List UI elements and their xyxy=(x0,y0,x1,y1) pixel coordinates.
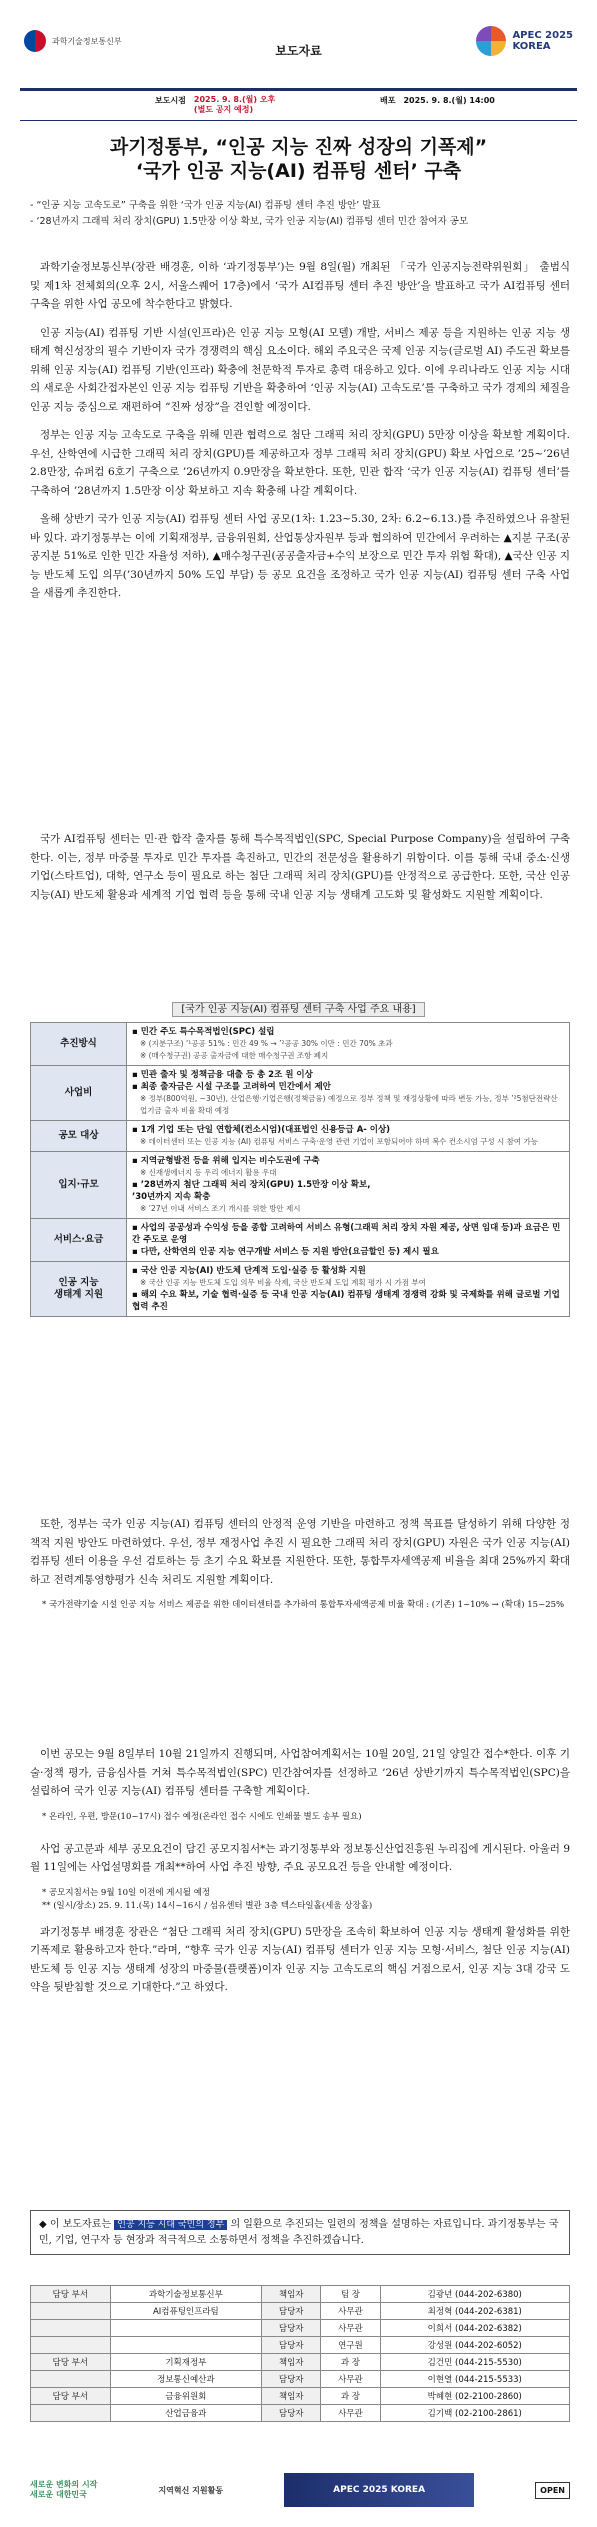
summary-line: ▪ 다만, 산학연의 인공 지능 연구개발 서비스 등 지원 방안(요금할인 등) 제시 필요 xyxy=(132,1247,439,1257)
contact-cell: 팀 장 xyxy=(321,2286,380,2303)
contact-table xyxy=(30,2285,570,2422)
apec-line1: APEC 2025 xyxy=(512,30,573,41)
contact-row xyxy=(31,2303,570,2320)
summary-line: ※ 신재생에너지 등 우리 에너지 활용 우대 xyxy=(140,1168,277,1177)
contact-cell: 사무관 xyxy=(321,2320,380,2337)
footnote: ** (일시/장소) 25. 9. 11.(목) 14시~16시 / 섬유센터 별관 3층 텍스타일홀(세움 상장홀) xyxy=(42,1900,373,1911)
embargo-info xyxy=(155,95,275,115)
summary-value xyxy=(127,1219,570,1262)
paragraph: 인공 지능(AI) 컴퓨팅 기반 시설(인프라)은 인공 지능 모형(AI 모델) 개발, 서비스 제공 등을 지원하는 인공 지능 생태계 혁신성장의 필수 기반이자 국가 경쟁력의 핵심 요소이다. 해외 주요국은 국제 인공 지능(글로벌 AI) 주도권 확보를 위해 인공 지능(AI) 컴퓨팅 기반(인프라) 확충에 천문학적 투자로 총력 대응하고 있다. 이에 우리나라도 인공 지능 시대의 새로운 사회간접자본인 인공 지능 컴퓨팅 기반을 확충하여 ‘인공 지능(AI) 고속도로’를 구축하고 국가 경제의 체질을 인공 지능 중심으로 재편하여 “진짜 성장”을 견인할 예정이다. xyxy=(30,326,570,413)
apec-banner: APEC 2025 KOREA xyxy=(284,2473,474,2507)
contact-cell: 산업금융과 xyxy=(110,2405,261,2422)
summary-line: ▪ 국산 인공 지능(AI) 반도체 단계적 도입·실증 등 활성화 지원 xyxy=(132,1266,366,1276)
summary-row xyxy=(31,1066,570,1121)
summary-line: ※ (매수청구권) 공공 출자금에 대한 매수청구권 조항 폐지 xyxy=(140,1051,329,1060)
contact-row xyxy=(31,2388,570,2405)
contact-cell: 박혜현 (02-2100-2860) xyxy=(380,2388,569,2405)
contact-cell xyxy=(110,2337,261,2354)
summary-row xyxy=(31,1152,570,1219)
footer-slogan xyxy=(30,2480,97,2500)
footer xyxy=(30,2470,570,2510)
slogan-line1: 새로운 변화의 시작 xyxy=(30,2480,98,2489)
contact-cell: 김건민 (044-215-5530) xyxy=(380,2354,569,2371)
summary-key: 입지·규모 xyxy=(31,1152,127,1219)
body-section-3 xyxy=(30,1515,570,1612)
notice-post: 의 일환으로 추진되는 일련의 정책을 설명하는 자료입니다. 과기정통부는 국민, 기업, 연구자 등 현장과 적극적으로 소통하면서 정책을 추진하겠습니다. xyxy=(39,2219,559,2246)
subtitle-item: - “인공 지능 고속도로” 구축을 위한 ‘국가 인공 지능(AI) 컴퓨팅 센터 추진 방안’ 발표 xyxy=(30,200,381,211)
contact-cell: 과학기술정보통신부 xyxy=(110,2286,261,2303)
summary-key: 공모 대상 xyxy=(31,1121,127,1152)
subtitle-item: - ‘28년까지 그래픽 처리 장치(GPU) 1.5만장 이상 확보, 국가 인공 지능(AI) 컴퓨팅 센터 민간 참여자 공모 xyxy=(30,216,469,227)
contact-cell: 담당 부서 xyxy=(31,2388,111,2405)
contact-row xyxy=(31,2354,570,2371)
footer-mid-label: 지역혁신 지원활동 xyxy=(158,2485,224,2495)
contact-cell: 책임자 xyxy=(262,2286,321,2303)
release-info xyxy=(380,95,495,106)
paragraph: 정부는 인공 지능 고속도로 구축을 위해 민관 협력으로 첨단 그래픽 처리 장치(GPU) 5만장 이상을 확보할 계획이다. 우선, 산학연에 시급한 그래픽 처리 장치(GPU)를 제공하고자 정부 그래픽 처리 장치(GPU) 확보 사업으로 ’25~’26년 2.8만장, 슈퍼컴 6호기 구축으로 ’26년까지 0.9만장을 확보한다. 또한, 민관 합작 ‘국가 인공 지능(AI) 컴퓨팅 센터’를 구축하여 ’28년까지 1.5만장 이상 확보하고 지속 확충해 나갈 계획이다. xyxy=(30,429,570,497)
summary-line: ▪ 1개 기업 또는 단일 연합체(컨소시엄)(대표법인 신용등급 A- 이상) xyxy=(132,1125,391,1135)
contact-row xyxy=(31,2405,570,2422)
paragraph: 사업 공고문과 세부 공모요건이 담긴 공모지침서*는 과기정통부와 정보통신산업진흥원 누리집에 게시된다. 아울러 9월 11일에는 사업설명회를 개최**하여 사업 추진 방향, 주요 공모요건 등을 안내할 예정이다. xyxy=(30,1842,570,1873)
paragraph: 과학기술정보통신부(장관 배경훈, 이하 ‘과기정통부’)는 9월 8일(월) 개최된 「국가 인공지능전략위원회」 출범식 및 제1차 전체회의(오후 2시, 서울스퀘어 17층)에서 ‘국가 AI컴퓨팅 센터 추진 방안’을 발표하고 국가 AI컴퓨팅 센터 구축을 위한 사업 공모에 착수한다고 밝혔다. xyxy=(30,261,570,310)
ministry-name: 과학기술정보통신부 xyxy=(52,36,122,46)
summary-table-caption: [국가 인공 지능(AI) 컴퓨팅 센터 구축 사업 주요 내용] xyxy=(172,1002,424,1017)
summary-key: 서비스·요금 xyxy=(31,1219,127,1262)
contact-row xyxy=(31,2320,570,2337)
contact-row xyxy=(31,2337,570,2354)
contact-cell: 책임자 xyxy=(262,2354,321,2371)
contact-row xyxy=(31,2286,570,2303)
press-release-label: 보도자료 xyxy=(275,44,322,58)
summary-value xyxy=(127,1066,570,1121)
apec-line2: KOREA xyxy=(512,41,551,52)
contact-cell xyxy=(110,2320,261,2337)
contact-cell: 최정혁 (044-202-6381) xyxy=(380,2303,569,2320)
summary-line: ※ 정부(800억원, ~30년), 산업은행·기업은행(정책금융) 예정으로 정부 정책 및 재정상황에 따라 변동 가능, 정부 ’²5첨단전략산업기금 출자 비율 확대 예정 xyxy=(140,1094,558,1115)
contact-cell: 사무관 xyxy=(321,2303,380,2320)
embargo-value: 2025. 9. 8.(월) 오후 xyxy=(193,95,276,104)
open-license-mark: OPEN xyxy=(535,2482,570,2499)
summary-line: ’30년까지 지속 확충 xyxy=(132,1192,211,1202)
contact-cell xyxy=(31,2371,111,2388)
summary-row xyxy=(31,1219,570,1262)
contact-cell: 이희서 (044-202-6382) xyxy=(380,2320,569,2337)
release-label: 배포 xyxy=(380,96,396,105)
summary-row xyxy=(31,1262,570,1317)
contact-cell: 김기백 (02-2100-2861) xyxy=(380,2405,569,2422)
embargo-label: 보도시점 xyxy=(155,96,186,105)
summary-line: ▪ 민간 주도 특수목적법인(SPC) 설립 xyxy=(132,1027,275,1037)
summary-key: 추진방식 xyxy=(31,1023,127,1066)
contact-cell: 사무관 xyxy=(321,2371,380,2388)
contact-cell: 과 장 xyxy=(321,2388,380,2405)
contact-cell: 담당자 xyxy=(262,2337,321,2354)
body-section-4 xyxy=(30,1745,570,2007)
contact-cell xyxy=(31,2405,111,2422)
headline-line2: ‘국가 인공 지능(AI) 컴퓨팅 센터’ 구축 xyxy=(135,160,462,182)
contact-cell: 김광년 (044-202-6380) xyxy=(380,2286,569,2303)
summary-row xyxy=(31,1023,570,1066)
summary-line: ▪ ’28년까지 첨단 그래픽 처리 장치(GPU) 1.5만장 이상 확보, xyxy=(132,1180,371,1190)
summary-key: 사업비 xyxy=(31,1066,127,1121)
summary-line: ※ 국산 인공 지능 반도체 도입 의무 비율 삭제, 국산 반도체 도입 계획 평가 시 가점 부여 xyxy=(140,1278,426,1287)
contact-cell: 금융위원회 xyxy=(110,2388,261,2405)
summary-line: ※ (지분구조) ’¹공공 51% : 민간 49 % → ’²공공 30% 이만 : 민간 70% 초과 xyxy=(140,1039,393,1048)
summary-table-title xyxy=(0,1000,597,1015)
contact-cell: 이현열 (044-215-5533) xyxy=(380,2371,569,2388)
paragraph: 국가 AI컴퓨팅 센터는 민·관 합작 출자를 통해 특수목적법인(SPC, Special Purpose Company)을 설립하여 구축한다. 이는, 정부 마중물 투자로 민간 투자를 촉진하고, 민간의 전문성을 활용하기 위함이다. 이를 통해 국내 중소·신생기업(스타트업), 대학, 연구소 등이 필요로 하는 첨단 그래픽 처리 장치(GPU)를 안정적으로 공급한다. 또한, 국산 인공 지능(AI) 반도체 활용과 세계적 기업 협력 등을 통해 국내 인공 지능 생태계 고도화 및 활성화도 지원할 계획이다. xyxy=(30,833,570,901)
paragraph: 올해 상반기 국가 인공 지능(AI) 컴퓨팅 센터 사업 공모(1차: 1.23~5.30, 2차: 6.2~6.13.)를 추진하였으나 유찰된 바 있다. 과기정통부는 이에 기획재정부, 금융위원회, 산업통상자원부 등과 협의하여 민간에서 우려하는 ▲지분 구조(공공지분 51%로 인한 민간 자율성 저하), ▲매수청구권(공공출자금+수익 보장으로 민간 투자 위험 확대), ▲국산 인공 지능 반도체 도입 의무(’30년까지 50% 도입 부담) 등 공모 요건을 조정하고 국가 인공 지능(AI) 컴퓨팅 센터 구축 사업을 새롭게 추진한다. xyxy=(30,513,570,599)
contact-cell: 정보통신예산과 xyxy=(110,2371,261,2388)
body-section-1 xyxy=(30,258,570,613)
summary-value xyxy=(127,1262,570,1317)
contact-cell: 연구원 xyxy=(321,2337,380,2354)
header-rule xyxy=(20,88,577,91)
summary-line: ▪ 해외 수요 확보, 기술 협력·실증 등 국내 인공 지능(AI) 컴퓨팅 생태계 경쟁력 강화 및 국제화를 위해 글로벌 기업 협력 추진 xyxy=(132,1290,560,1312)
footnote: * 국가전략기술 시설 인공 지능 서비스 제공을 위한 데이터센터를 추가하여 통합투자세액공제 비율 확대 : (기존) 1~10% → (확대) 15~25% xyxy=(42,1600,565,1610)
contact-cell: 담당자 xyxy=(262,2371,321,2388)
contact-cell: 담당 부서 xyxy=(31,2354,111,2371)
paragraph: 이번 공모는 9월 8일부터 10월 21일까지 진행되며, 사업참여계획서는 10월 20일, 21일 양일간 접수*한다. 이후 기술·정책 평가, 금융심사를 거쳐 특수목적법인(SPC) 민간참여자를 선정하고 ’26년 상반기까지 특수목적법인(SPC)을 설립하여 국가 인공 지능(AI) 컴퓨팅 센터를 구축할 계획이다. xyxy=(30,1748,570,1797)
summary-line: ※ 데이터센터 또는 인공 지능 (AI) 컴퓨팅 서비스 구축·운영 관련 기업이 포함되어야 하며 복수 컨소시엄 구성 시 참여 가능 xyxy=(140,1137,539,1146)
summary-line: ▪ 최종 출자금은 시설 구조를 고려하여 민간에서 제안 xyxy=(132,1082,331,1092)
body-section-2 xyxy=(30,830,570,914)
summary-key: 인공 지능 생태계 지원 xyxy=(31,1262,127,1317)
embargo-note: (별도 공지 예정) xyxy=(193,105,254,114)
summary-line: ▪ 사업의 공공성과 수익성 등을 종합 고려하여 서비스 유형(그래픽 처리 장치 자원 제공, 상면 임대 등)과 요금은 민간 주도로 운영 xyxy=(132,1223,561,1245)
headline-line1: 과기정통부, “인공 지능 진짜 성장의 기폭제” xyxy=(109,136,488,158)
contact-notice: ◆ 이 보도자료는 인공 지능 시대 국민의 정부 의 일환으로 추진되는 일련의 정책을 설명하는 자료입니다. 과기정통부는 국민, 기업, 연구자 등 현장과 적극적으로 소통하면서 정책을 추진하겠습니다. xyxy=(30,2210,570,2255)
summary-table xyxy=(30,1022,570,1317)
contact-cell xyxy=(31,2337,111,2354)
notice-pre: 이 보도자료는 xyxy=(49,2219,112,2230)
paragraph: 또한, 정부는 국가 인공 지능(AI) 컴퓨팅 센터의 안정적 운영 기반을 마련하고 정책 목표를 달성하기 위해 다양한 정책적 지원 방안도 마련하였다. 우선, 정부 재정사업 추진 시 필요한 그래픽 처리 장치(GPU) 자원은 국가 인공 지능(AI) 컴퓨팅 센터 이용을 우선 검토하는 등 초기 수요 확보를 지원한다. 또한, 통합투자세액공제 비율을 최대 25%까지 확대하고 전력계통영향평가 신속 처리도 지원할 계획이다. xyxy=(30,1518,570,1586)
header xyxy=(0,0,597,120)
notice-badge: 인공 지능 시대 국민의 정부 xyxy=(114,2220,227,2230)
footnote: * 온라인, 우편, 방문(10~17시) 접수 예정(온라인 접수 시에도 인쇄물 별도 송부 필요) xyxy=(42,1811,362,1822)
summary-value xyxy=(127,1152,570,1219)
summary-line: ※ ’27년 이내 서비스 조기 개시를 위한 방안 제시 xyxy=(140,1204,301,1213)
contact-cell: 기획재정부 xyxy=(110,2354,261,2371)
contact-cell: 강성원 (044-202-6052) xyxy=(380,2337,569,2354)
paragraph: 과기정통부 배경훈 장관은 “첨단 그래픽 처리 장치(GPU) 5만장을 조속히 확보하여 인공 지능 생태계 활성화를 위한 기폭제로 활용하고자 한다.”라며, “향후 국가 인공 지능(AI) 컴퓨팅 센터가 인공 지능 모형·서비스, 첨단 인공 지능(AI) 반도체 등 인공 지능 생태계 성장의 마중물(플랫폼)이자 인공 지능 고속도로의 핵심 거점으로서, 인공 지능 3대 강국 도약을 뒷받침할 것으로 기대한다.”고 하였다. xyxy=(30,1925,570,1993)
header-rule-bottom xyxy=(20,120,577,121)
contact-cell xyxy=(31,2303,111,2320)
release-value: 2025. 9. 8.(월) 14:00 xyxy=(403,96,495,105)
headline xyxy=(0,135,597,183)
contact-cell: 담당자 xyxy=(262,2303,321,2320)
apec-logo xyxy=(476,26,573,56)
contact-cell xyxy=(31,2320,111,2337)
contact-cell: 책임자 xyxy=(262,2388,321,2405)
apec-emblem-icon xyxy=(476,26,506,56)
summary-line: ▪ 지역균형발전 등을 위해 입지는 비수도권에 구축 xyxy=(132,1156,320,1166)
summary-value xyxy=(127,1023,570,1066)
subtitle-list xyxy=(30,198,575,230)
footnote: * 공모지침서는 9월 10일 이전에 게시될 예정 xyxy=(42,1887,211,1898)
contact-cell: 사무관 xyxy=(321,2405,380,2422)
slogan-line2: 새로운 대한민국 xyxy=(30,2490,87,2499)
summary-row xyxy=(31,1121,570,1152)
contact-cell: 담당자 xyxy=(262,2405,321,2422)
summary-value xyxy=(127,1121,570,1152)
contact-row xyxy=(31,2371,570,2388)
summary-line: ▪ 민관 출자 및 정책금융 대출 등 총 2조 원 이상 xyxy=(132,1070,313,1080)
contact-cell: 과 장 xyxy=(321,2354,380,2371)
contact-cell: 담당자 xyxy=(262,2320,321,2337)
contact-cell: 담당 부서 xyxy=(31,2286,111,2303)
contact-cell: AI컴퓨팅인프라팀 xyxy=(110,2303,261,2320)
